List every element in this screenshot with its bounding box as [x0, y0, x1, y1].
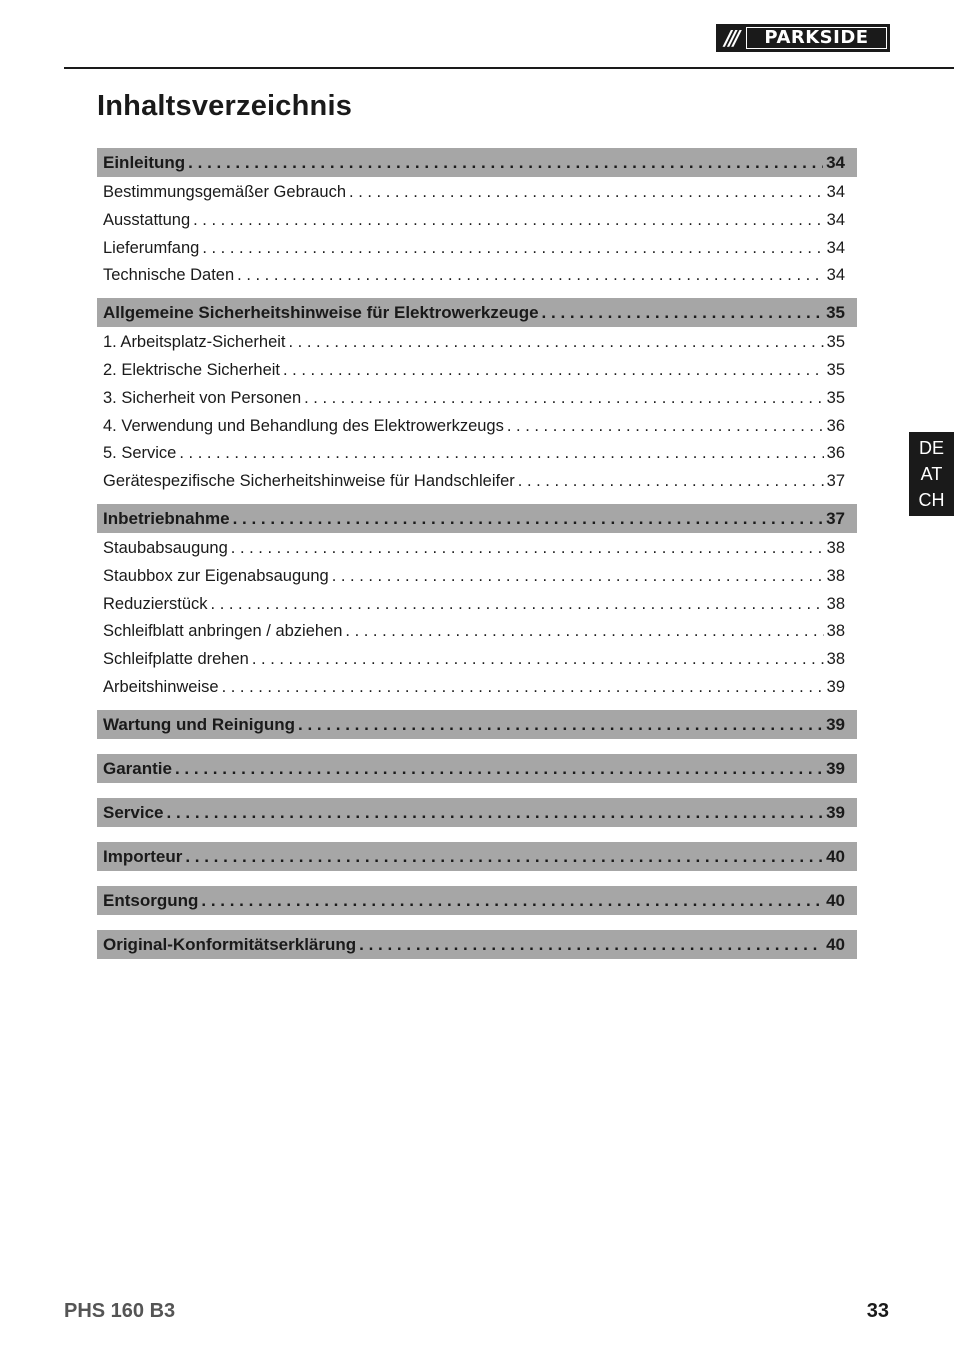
- toc-entry-page: 34: [826, 238, 845, 257]
- toc-heading-page: 40: [826, 890, 845, 910]
- toc-entry-page: 38: [826, 566, 845, 585]
- language-tab: [909, 432, 954, 516]
- toc-heading-page: 34: [826, 153, 845, 172]
- toc-heading[interactable]: [97, 842, 857, 871]
- dot-leader: [202, 235, 823, 263]
- page-title: Inhaltsverzeichnis: [97, 90, 353, 122]
- toc-entry[interactable]: [97, 262, 857, 290]
- toc-section: [97, 754, 857, 798]
- dot-leader: [283, 357, 824, 385]
- toc-entry[interactable]: [97, 563, 857, 591]
- language-de: DE: [918, 438, 944, 458]
- toc-section: [97, 798, 857, 842]
- language-at: AT: [920, 464, 943, 484]
- dot-leader: [298, 710, 823, 739]
- toc-entry-label: Technische Daten: [103, 266, 235, 285]
- toc-entry[interactable]: [97, 385, 857, 413]
- toc-heading-page: 39: [826, 714, 845, 734]
- toc-entry-label: Arbeitshinweise: [103, 677, 219, 696]
- toc-section: [97, 930, 857, 974]
- toc-entry[interactable]: [97, 207, 857, 235]
- toc-section: [97, 710, 857, 754]
- toc-entries: [97, 783, 857, 798]
- toc-entry-label: 3. Sicherheit von Personen: [103, 388, 302, 407]
- toc-entry-page: 34: [826, 266, 845, 285]
- toc-heading[interactable]: [97, 798, 857, 827]
- toc-heading[interactable]: [97, 148, 857, 177]
- toc-entry-label: 4. Verwendung und Behandlung des Elektrowerkzeugs: [103, 416, 504, 435]
- dot-leader: [167, 798, 824, 827]
- toc-entry-label: Schleifplatte drehen: [103, 650, 249, 669]
- toc-entry-label: Staubbox zur Eigenabsaugung: [103, 566, 329, 585]
- toc-heading-label: Einleitung: [103, 153, 186, 172]
- toc-entry-label: Gerätespezifische Sicherheitshinweise für Handschleifer: [103, 472, 515, 491]
- parkside-logo: [716, 24, 890, 52]
- dot-leader: [507, 413, 824, 441]
- dot-leader: [359, 930, 823, 959]
- toc-entry[interactable]: [97, 674, 857, 702]
- toc-entry[interactable]: [97, 591, 857, 619]
- toc-section: [97, 842, 857, 886]
- footer-model: PHS 160 B3: [64, 1300, 176, 1322]
- dot-leader: [349, 179, 824, 207]
- toc-entry-page: 37: [826, 472, 845, 491]
- toc-heading-page: 39: [826, 802, 845, 822]
- toc-entry-page: 36: [826, 444, 845, 463]
- logo-slashes: ///: [724, 26, 738, 50]
- toc-heading-page: 40: [826, 934, 845, 954]
- toc-heading-page: 35: [826, 303, 845, 323]
- toc-entry-page: 35: [826, 360, 845, 379]
- toc-entry-label: Staubabsaugung: [103, 538, 228, 557]
- dot-leader: [289, 329, 824, 357]
- toc-entries: [97, 827, 857, 842]
- toc-heading-label: Importeur: [103, 846, 183, 866]
- toc-entry[interactable]: [97, 440, 857, 468]
- dot-leader: [188, 148, 823, 177]
- toc-entry-page: 36: [826, 416, 845, 435]
- toc-entry-label: Schleifblatt anbringen / abziehen: [103, 622, 343, 641]
- toc-entry-page: 35: [826, 333, 845, 352]
- toc-entry-label: 1. Arbeitsplatz-Sicherheit: [103, 333, 286, 352]
- footer-page-number: 33: [866, 1300, 889, 1322]
- dot-leader: [252, 646, 824, 674]
- toc-entry-label: Bestimmungsgemäßer Gebrauch: [103, 183, 347, 201]
- toc-heading-label: Entsorgung: [103, 890, 199, 910]
- toc-entries: [97, 533, 857, 710]
- language-ch: CH: [918, 490, 945, 510]
- logo-text: PARKSIDE: [746, 27, 887, 49]
- dot-leader: [231, 535, 824, 563]
- toc-entry[interactable]: [97, 179, 857, 207]
- dot-leader: [304, 385, 824, 413]
- toc-heading-label: Inbetriebnahme: [103, 508, 230, 528]
- toc-entry[interactable]: [97, 535, 857, 563]
- toc-entry-label: Lieferumfang: [103, 238, 200, 257]
- toc-entries: [97, 327, 857, 504]
- toc-heading-label: Allgemeine Sicherheitshinweise für Elektrowerkzeuge: [103, 303, 539, 323]
- toc-heading-label: Garantie: [103, 758, 172, 778]
- toc-entries: [97, 959, 857, 974]
- toc-heading[interactable]: [97, 298, 857, 327]
- table-of-contents: [97, 148, 857, 974]
- toc-entry-page: 34: [826, 210, 845, 229]
- toc-heading[interactable]: [97, 886, 857, 915]
- toc-entry[interactable]: [97, 468, 857, 496]
- toc-entry-label: 2. Elektrische Sicherheit: [103, 360, 280, 379]
- dot-leader: [542, 298, 824, 327]
- toc-heading-page: 39: [826, 758, 845, 778]
- toc-entry-page: 38: [826, 622, 845, 641]
- toc-section: [97, 886, 857, 930]
- toc-heading[interactable]: [97, 504, 857, 533]
- toc-entries: [97, 915, 857, 930]
- toc-entry-page: 35: [826, 388, 845, 407]
- toc-entry[interactable]: [97, 357, 857, 385]
- toc-entry[interactable]: [97, 618, 857, 646]
- toc-entry-label: 5. Service: [103, 444, 177, 463]
- header-rule: [64, 67, 954, 69]
- dot-leader: [175, 754, 823, 783]
- dot-leader: [518, 468, 824, 496]
- dot-leader: [345, 618, 823, 646]
- toc-entry-label: Ausstattung: [103, 210, 191, 229]
- dot-leader: [222, 674, 824, 702]
- toc-heading-label: Wartung und Reinigung: [103, 714, 295, 734]
- toc-section: [97, 298, 857, 504]
- dot-leader: [332, 563, 824, 591]
- toc-heading[interactable]: [97, 754, 857, 783]
- toc-entry-page: 39: [826, 677, 845, 696]
- toc-entry-page: 38: [826, 594, 845, 613]
- dot-leader: [193, 207, 824, 235]
- dot-leader: [233, 504, 823, 533]
- toc-heading-page: 40: [826, 846, 845, 866]
- toc-entry-page: 34: [826, 183, 845, 201]
- toc-entries: [97, 739, 857, 754]
- dot-leader: [211, 591, 824, 619]
- toc-section: [97, 148, 857, 298]
- toc-heading-page: 37: [826, 508, 845, 528]
- dot-leader: [185, 842, 823, 871]
- toc-heading[interactable]: [97, 930, 857, 959]
- toc-entry[interactable]: [97, 329, 857, 357]
- toc-entries: [97, 177, 857, 298]
- dot-leader: [179, 440, 823, 468]
- toc-entry-page: 38: [826, 538, 845, 557]
- toc-heading-label: Original-Konformitätserklärung: [103, 934, 357, 954]
- dot-leader: [201, 886, 823, 915]
- toc-entries: [97, 871, 857, 886]
- toc-entry-label: Reduzierstück: [103, 594, 208, 613]
- toc-entry[interactable]: [97, 646, 857, 674]
- toc-entry[interactable]: [97, 235, 857, 263]
- dot-leader: [237, 262, 823, 290]
- toc-entry[interactable]: [97, 413, 857, 441]
- toc-heading-label: Service: [103, 802, 164, 822]
- toc-section: [97, 504, 857, 710]
- toc-entry-page: 38: [826, 650, 845, 669]
- toc-heading[interactable]: [97, 710, 857, 739]
